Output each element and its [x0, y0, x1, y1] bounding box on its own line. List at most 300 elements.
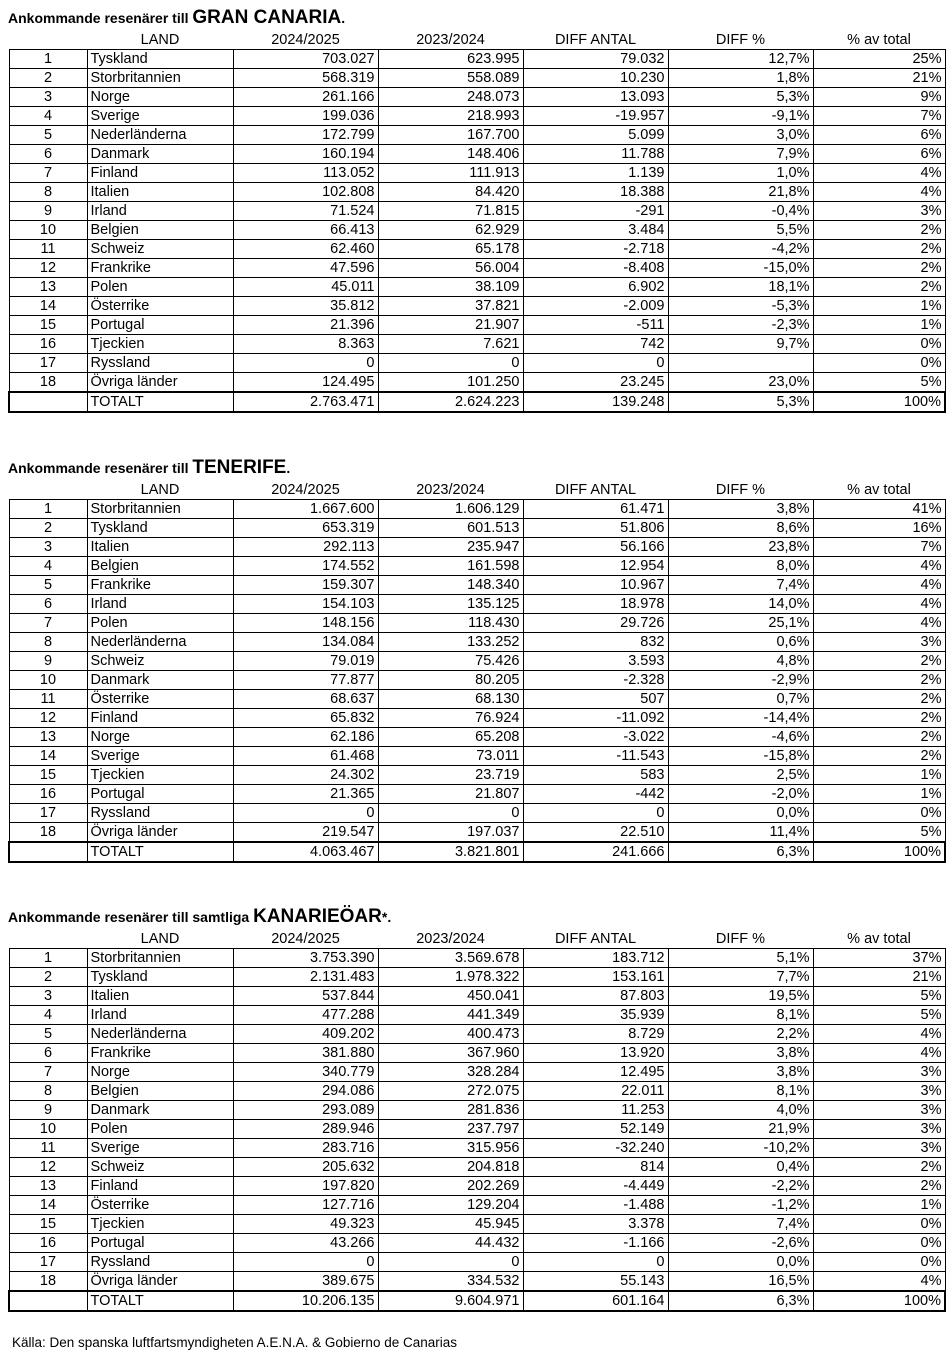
cell-rank: 6 [9, 1044, 87, 1063]
section-title-pre: Ankommande resenärer till [8, 10, 193, 26]
cell-rank: 12 [9, 259, 87, 278]
cell-rank: 1 [9, 949, 87, 968]
cell-diff-percent: 1,8% [668, 69, 813, 88]
table-row [9, 766, 945, 785]
cell-diff-percent: 5,1% [668, 949, 813, 968]
cell-rank: 4 [9, 557, 87, 576]
cell-diff-percent [668, 354, 813, 373]
cell-value-2024-2025: 47.596 [233, 259, 378, 278]
table-row [9, 183, 945, 202]
cell-diff-antal: 22.011 [523, 1082, 668, 1101]
column-header: LAND [140, 32, 180, 48]
cell-value-2024-2025: 477.288 [233, 1006, 378, 1025]
cell-diff-antal: 5.099 [523, 126, 668, 145]
cell-land: Nederländerna [87, 126, 233, 145]
table-row [9, 1044, 945, 1063]
header-blank [9, 32, 87, 50]
cell-value-2023-2024: 75.426 [378, 652, 523, 671]
cell-value-2024-2025: 79.019 [233, 652, 378, 671]
cell-value-2023-2024: 129.204 [378, 1196, 523, 1215]
cell-rank: 7 [9, 614, 87, 633]
cell-diff-percent: -10,2% [668, 1139, 813, 1158]
table-row [9, 126, 945, 145]
cell-rank: 10 [9, 671, 87, 690]
cell-rank: 2 [9, 519, 87, 538]
cell-diff-antal: -11.092 [523, 709, 668, 728]
cell-share-of-total: 2% [813, 221, 945, 240]
table-row [9, 1196, 945, 1215]
cell-land: Belgien [87, 557, 233, 576]
cell-share-of-total: 0% [813, 335, 945, 354]
cell-rank: 15 [9, 1215, 87, 1234]
cell-share-of-total: 5% [813, 1006, 945, 1025]
table-row [9, 747, 945, 766]
cell-value-2023-2024: 248.073 [378, 88, 523, 107]
cell-diff-antal: -8.408 [523, 259, 668, 278]
cell-diff-percent: 7,4% [668, 1215, 813, 1234]
cell-rank: 7 [9, 164, 87, 183]
cell-value-2024-2025: 261.166 [233, 88, 378, 107]
cell-diff-antal: 583 [523, 766, 668, 785]
table-row [9, 164, 945, 183]
cell-diff-percent: 1,0% [668, 164, 813, 183]
cell-diff-percent: 9,7% [668, 335, 813, 354]
cell-value-2024-2025: 35.812 [233, 297, 378, 316]
cell-value-2023-2024: 623.995 [378, 50, 523, 69]
cell-rank: 15 [9, 316, 87, 335]
cell-diff-percent: 3,8% [668, 1063, 813, 1082]
cell-value-2023-2024: 235.947 [378, 538, 523, 557]
section-title [8, 903, 944, 931]
cell-land: Schweiz [87, 240, 233, 259]
cell-rank: 14 [9, 1196, 87, 1215]
cell-value-2024-2025: 219.547 [233, 823, 378, 843]
table-row [9, 949, 945, 968]
cell-rank: 8 [9, 183, 87, 202]
cell-value-2024-2025: 0 [233, 804, 378, 823]
cell-share-of-total: 3% [813, 633, 945, 652]
cell-diff-percent: 11,4% [668, 823, 813, 843]
total-row [9, 1291, 945, 1311]
table-row [9, 1006, 945, 1025]
column-header: 2023/2024 [416, 931, 485, 947]
table-row [9, 297, 945, 316]
cell-diff-percent: 23,8% [668, 538, 813, 557]
arrivals-table [8, 931, 946, 1312]
cell-diff-antal: 18.978 [523, 595, 668, 614]
cell-rank: 17 [9, 1253, 87, 1272]
cell-diff-antal: -442 [523, 785, 668, 804]
column-header: 2023/2024 [416, 482, 485, 498]
cell-diff-antal: 23.245 [523, 373, 668, 393]
cell-share-of-total: 1% [813, 1196, 945, 1215]
cell-value-2024-2025: 10.206.135 [233, 1291, 378, 1311]
cell-value-2024-2025: 62.186 [233, 728, 378, 747]
cell-value-2024-2025: 340.779 [233, 1063, 378, 1082]
cell-share-of-total: 9% [813, 88, 945, 107]
cell-value-2023-2024: 0 [378, 354, 523, 373]
cell-share-of-total: 2% [813, 278, 945, 297]
cell-value-2024-2025: 77.877 [233, 671, 378, 690]
cell-value-2023-2024: 45.945 [378, 1215, 523, 1234]
cell-diff-percent: 21,9% [668, 1120, 813, 1139]
cell-diff-percent: 8,0% [668, 557, 813, 576]
cell-rank: 5 [9, 126, 87, 145]
table-row [9, 335, 945, 354]
cell-rank: 14 [9, 747, 87, 766]
cell-diff-percent: 5,3% [668, 392, 813, 412]
table-row [9, 354, 945, 373]
table-row [9, 987, 945, 1006]
cell-value-2024-2025: 294.086 [233, 1082, 378, 1101]
cell-diff-antal: -291 [523, 202, 668, 221]
table-row [9, 1139, 945, 1158]
cell-land: Övriga länder [87, 373, 233, 393]
table-row [9, 652, 945, 671]
cell-value-2024-2025: 283.716 [233, 1139, 378, 1158]
cell-diff-antal: 0 [523, 804, 668, 823]
column-header: DIFF ANTAL [554, 32, 637, 48]
cell-rank: 9 [9, 202, 87, 221]
cell-value-2023-2024: 37.821 [378, 297, 523, 316]
cell-rank: 3 [9, 538, 87, 557]
cell-diff-antal: 10.230 [523, 69, 668, 88]
cell-rank: 3 [9, 987, 87, 1006]
cell-rank: 2 [9, 968, 87, 987]
section-title-pre: Ankommande resenärer till [8, 460, 193, 476]
cell-diff-antal: 507 [523, 690, 668, 709]
cell-share-of-total: 7% [813, 107, 945, 126]
section-title-big: GRAN CANARIA [192, 7, 342, 28]
cell-value-2024-2025: 0 [233, 1253, 378, 1272]
cell-rank: 16 [9, 1234, 87, 1253]
cell-diff-percent: -2,6% [668, 1234, 813, 1253]
cell-value-2023-2024: 84.420 [378, 183, 523, 202]
cell-land: Polen [87, 614, 233, 633]
cell-diff-antal: 0 [523, 354, 668, 373]
cell-diff-antal: 814 [523, 1158, 668, 1177]
cell-rank: 8 [9, 633, 87, 652]
cell-diff-percent: 3,8% [668, 500, 813, 519]
cell-share-of-total: 6% [813, 126, 945, 145]
cell-diff-percent: 0,0% [668, 1253, 813, 1272]
cell-rank: 1 [9, 50, 87, 69]
cell-value-2024-2025: 65.832 [233, 709, 378, 728]
table-row [9, 1234, 945, 1253]
cell-share-of-total: 4% [813, 1025, 945, 1044]
cell-rank: 11 [9, 240, 87, 259]
cell-land: Övriga länder [87, 1272, 233, 1292]
cell-value-2024-2025: 127.716 [233, 1196, 378, 1215]
cell-value-2024-2025: 134.084 [233, 633, 378, 652]
table-row [9, 50, 945, 69]
cell-diff-percent: -15,0% [668, 259, 813, 278]
cell-share-of-total: 2% [813, 1158, 945, 1177]
cell-rank: 10 [9, 1120, 87, 1139]
section-title-pre: Ankommande resenärer till samtliga [8, 909, 254, 925]
cell-diff-antal: -1.488 [523, 1196, 668, 1215]
table-row [9, 1101, 945, 1120]
cell-value-2024-2025: 537.844 [233, 987, 378, 1006]
cell-value-2024-2025: 45.011 [233, 278, 378, 297]
cell-value-2024-2025: 124.495 [233, 373, 378, 393]
cell-value-2023-2024: 2.624.223 [378, 392, 523, 412]
cell-diff-antal: -511 [523, 316, 668, 335]
table-row [9, 785, 945, 804]
cell-land: Österrike [87, 690, 233, 709]
column-header: % av total [847, 32, 911, 48]
cell-value-2024-2025: 174.552 [233, 557, 378, 576]
cell-share-of-total: 100% [813, 842, 945, 862]
table-header-row [9, 482, 945, 500]
table-row [9, 1120, 945, 1139]
cell-land: Nederländerna [87, 633, 233, 652]
cell-share-of-total: 2% [813, 728, 945, 747]
cell-share-of-total: 4% [813, 595, 945, 614]
cell-land: Nederländerna [87, 1025, 233, 1044]
cell-value-2023-2024: 328.284 [378, 1063, 523, 1082]
cell-land: Tyskland [87, 519, 233, 538]
cell-value-2024-2025: 197.820 [233, 1177, 378, 1196]
cell-value-2023-2024: 1.978.322 [378, 968, 523, 987]
cell-diff-percent: -2,3% [668, 316, 813, 335]
cell-value-2023-2024: 3.569.678 [378, 949, 523, 968]
cell-diff-antal: -32.240 [523, 1139, 668, 1158]
cell-diff-antal: 56.166 [523, 538, 668, 557]
table-row [9, 576, 945, 595]
cell-diff-antal: 1.139 [523, 164, 668, 183]
cell-diff-antal: 29.726 [523, 614, 668, 633]
cell-value-2023-2024: 204.818 [378, 1158, 523, 1177]
cell-share-of-total: 25% [813, 50, 945, 69]
cell-rank: 4 [9, 107, 87, 126]
cell-land: Sverige [87, 747, 233, 766]
cell-diff-antal: 10.967 [523, 576, 668, 595]
cell-land: Tyskland [87, 50, 233, 69]
cell-share-of-total: 3% [813, 1101, 945, 1120]
cell-diff-percent: -15,8% [668, 747, 813, 766]
cell-diff-percent: 21,8% [668, 183, 813, 202]
cell-value-2024-2025: 2.763.471 [233, 392, 378, 412]
cell-value-2023-2024: 218.993 [378, 107, 523, 126]
cell-diff-antal: 79.032 [523, 50, 668, 69]
table-row [9, 728, 945, 747]
cell-share-of-total: 2% [813, 259, 945, 278]
cell-land: Finland [87, 164, 233, 183]
cell-value-2023-2024: 133.252 [378, 633, 523, 652]
cell-diff-antal: 832 [523, 633, 668, 652]
cell-rank: 15 [9, 766, 87, 785]
cell-diff-percent: 16,5% [668, 1272, 813, 1292]
cell-value-2023-2024: 161.598 [378, 557, 523, 576]
cell-value-2024-2025: 292.113 [233, 538, 378, 557]
cell-diff-percent: 7,4% [668, 576, 813, 595]
cell-diff-antal: 241.666 [523, 842, 668, 862]
cell-diff-percent: 23,0% [668, 373, 813, 393]
cell-rank: 3 [9, 88, 87, 107]
cell-value-2024-2025: 24.302 [233, 766, 378, 785]
cell-value-2023-2024: 167.700 [378, 126, 523, 145]
cell-value-2023-2024: 0 [378, 804, 523, 823]
cell-rank: 6 [9, 145, 87, 164]
cell-value-2023-2024: 450.041 [378, 987, 523, 1006]
column-header: 2024/2025 [271, 482, 340, 498]
cell-value-2024-2025: 3.753.390 [233, 949, 378, 968]
cell-diff-antal: 87.803 [523, 987, 668, 1006]
cell-share-of-total: 100% [813, 1291, 945, 1311]
column-header: LAND [140, 482, 180, 498]
cell-share-of-total: 4% [813, 1272, 945, 1292]
cell-diff-antal: 0 [523, 1253, 668, 1272]
cell-share-of-total: 4% [813, 614, 945, 633]
cell-value-2023-2024: 148.406 [378, 145, 523, 164]
cell-share-of-total: 0% [813, 1234, 945, 1253]
cell-diff-antal: -2.718 [523, 240, 668, 259]
header-blank [9, 931, 87, 949]
cell-diff-antal: 742 [523, 335, 668, 354]
cell-value-2024-2025: 289.946 [233, 1120, 378, 1139]
cell-diff-antal: 139.248 [523, 392, 668, 412]
cell-rank: 10 [9, 221, 87, 240]
cell-value-2023-2024: 21.807 [378, 785, 523, 804]
cell-value-2023-2024: 1.606.129 [378, 500, 523, 519]
cell-land: Portugal [87, 785, 233, 804]
cell-value-2023-2024: 148.340 [378, 576, 523, 595]
cell-land: Belgien [87, 221, 233, 240]
cell-share-of-total: 16% [813, 519, 945, 538]
cell-land: Finland [87, 709, 233, 728]
cell-share-of-total: 0% [813, 804, 945, 823]
table-row [9, 671, 945, 690]
cell-value-2024-2025: 160.194 [233, 145, 378, 164]
cell-diff-percent: 12,7% [668, 50, 813, 69]
cell-land: Övriga länder [87, 823, 233, 843]
cell-share-of-total: 5% [813, 987, 945, 1006]
section-title-post: . [286, 460, 291, 476]
cell-diff-percent: 18,1% [668, 278, 813, 297]
cell-value-2023-2024: 135.125 [378, 595, 523, 614]
cell-share-of-total: 37% [813, 949, 945, 968]
cell-value-2024-2025: 293.089 [233, 1101, 378, 1120]
cell-rank: 9 [9, 652, 87, 671]
cell-value-2023-2024: 44.432 [378, 1234, 523, 1253]
cell-diff-percent: -2,9% [668, 671, 813, 690]
cell-value-2024-2025: 205.632 [233, 1158, 378, 1177]
cell-rank: 17 [9, 804, 87, 823]
column-header: 2024/2025 [271, 931, 340, 947]
cell-diff-antal: 11.788 [523, 145, 668, 164]
cell-rank: 9 [9, 1101, 87, 1120]
cell-rank [9, 842, 87, 862]
column-header: 2024/2025 [271, 32, 340, 48]
cell-value-2024-2025: 21.365 [233, 785, 378, 804]
cell-land: Polen [87, 278, 233, 297]
cell-share-of-total: 1% [813, 316, 945, 335]
cell-value-2024-2025: 1.667.600 [233, 500, 378, 519]
cell-diff-antal: 153.161 [523, 968, 668, 987]
cell-land: Storbritannien [87, 69, 233, 88]
table-row [9, 614, 945, 633]
cell-diff-percent: 4,8% [668, 652, 813, 671]
cell-diff-antal: -2.009 [523, 297, 668, 316]
cell-land: Norge [87, 728, 233, 747]
cell-land: Norge [87, 1063, 233, 1082]
cell-land: Italien [87, 183, 233, 202]
cell-diff-percent: 25,1% [668, 614, 813, 633]
cell-share-of-total: 2% [813, 1177, 945, 1196]
table-row [9, 107, 945, 126]
cell-land: Sverige [87, 1139, 233, 1158]
cell-value-2024-2025: 62.460 [233, 240, 378, 259]
cell-rank: 18 [9, 1272, 87, 1292]
cell-land: TOTALT [87, 392, 233, 412]
cell-diff-antal: 13.920 [523, 1044, 668, 1063]
cell-diff-antal: 51.806 [523, 519, 668, 538]
cell-rank: 5 [9, 576, 87, 595]
table-row [9, 145, 945, 164]
cell-value-2023-2024: 272.075 [378, 1082, 523, 1101]
cell-share-of-total: 3% [813, 1120, 945, 1139]
cell-land: Frankrike [87, 576, 233, 595]
table-row [9, 373, 945, 393]
total-row [9, 842, 945, 862]
table-row [9, 1253, 945, 1272]
cell-land: Norge [87, 88, 233, 107]
cell-rank: 13 [9, 278, 87, 297]
cell-land: Portugal [87, 316, 233, 335]
cell-value-2024-2025: 2.131.483 [233, 968, 378, 987]
section-gran-canaria [8, 4, 944, 413]
table-row [9, 1215, 945, 1234]
cell-share-of-total: 21% [813, 69, 945, 88]
cell-value-2023-2024: 118.430 [378, 614, 523, 633]
cell-diff-percent: -9,1% [668, 107, 813, 126]
cell-value-2023-2024: 601.513 [378, 519, 523, 538]
cell-rank: 1 [9, 500, 87, 519]
cell-rank: 16 [9, 335, 87, 354]
cell-share-of-total: 2% [813, 240, 945, 259]
table-row [9, 88, 945, 107]
cell-share-of-total: 100% [813, 392, 945, 412]
cell-diff-percent: 19,5% [668, 987, 813, 1006]
cell-land: Portugal [87, 1234, 233, 1253]
cell-value-2023-2024: 68.130 [378, 690, 523, 709]
cell-land: Tyskland [87, 968, 233, 987]
cell-land: Polen [87, 1120, 233, 1139]
cell-value-2023-2024: 237.797 [378, 1120, 523, 1139]
cell-land: Frankrike [87, 259, 233, 278]
cell-value-2024-2025: 568.319 [233, 69, 378, 88]
column-header: DIFF % [715, 931, 766, 947]
cell-value-2023-2024: 202.269 [378, 1177, 523, 1196]
cell-land: Belgien [87, 1082, 233, 1101]
cell-diff-percent: -0,4% [668, 202, 813, 221]
cell-diff-antal: 183.712 [523, 949, 668, 968]
total-row [9, 392, 945, 412]
cell-rank: 2 [9, 69, 87, 88]
cell-value-2024-2025: 49.323 [233, 1215, 378, 1234]
table-row [9, 1082, 945, 1101]
cell-rank: 16 [9, 785, 87, 804]
cell-diff-antal: -3.022 [523, 728, 668, 747]
table-row [9, 1025, 945, 1044]
cell-diff-percent: -4,2% [668, 240, 813, 259]
section-title-post: . [341, 10, 346, 26]
table-row [9, 240, 945, 259]
cell-land: Italien [87, 987, 233, 1006]
cell-diff-antal: 12.954 [523, 557, 668, 576]
cell-land: Irland [87, 202, 233, 221]
